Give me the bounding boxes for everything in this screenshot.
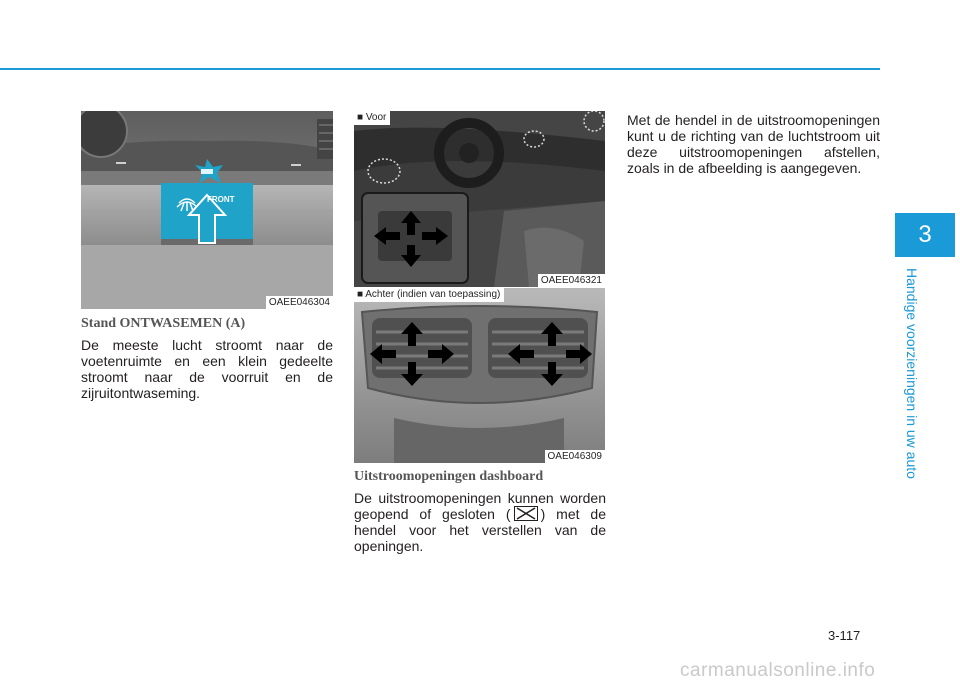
section-body-vents [354, 490, 606, 554]
section-body-defrost: De meeste lucht stroomt naar de voetenruimte en een klein gedeelte stroomt naar de voorruit en de zijruitontwaseming. [81, 337, 333, 401]
vents-text-part2: ) met de hendel voor het verstellen van de openingen. [354, 506, 606, 554]
defrost-panel-illustration [81, 111, 333, 309]
section-body-airflow: Met de hendel in de uitstroomopeningen kunt u de richting van de luchtstroom uit deze uitstroomopeningen afstellen, zoals in de afbeelding is aangegeven. [627, 112, 880, 176]
front-interior-illustration [354, 111, 605, 287]
front-button-text: FRONT [207, 195, 235, 204]
figure-label-rear: ■ Achter (indien van toepassing) [354, 288, 504, 302]
header-rule [0, 68, 880, 70]
chapter-title: Handige voorzieningen in uw auto [904, 268, 920, 479]
page-number: 3-117 [828, 628, 861, 643]
chapter-number-tab: 3 [895, 213, 955, 257]
vent-closed-icon [514, 506, 538, 521]
figure-code: OAEE046304 [266, 296, 333, 309]
figure-front-vents [354, 111, 605, 287]
figure-rear-vents [354, 288, 605, 463]
section-heading-defrost: Stand ONTWASEMEN (A) [81, 316, 246, 331]
figure-defrost-panel [81, 111, 333, 309]
figure-code: OAEE046321 [538, 274, 605, 287]
section-heading-vents: Uitstroomopeningen dashboard [354, 469, 544, 484]
figure-label-front: ■ Voor [354, 111, 390, 125]
vents-text-part1: De uitstroomopeningen kunnen worden geopend of gesloten ( [354, 490, 606, 522]
watermark: carmanualsonline.info [680, 660, 876, 681]
chapter-title-vertical [880, 268, 940, 488]
figure-code: OAE046309 [545, 450, 606, 463]
rear-vents-illustration [354, 288, 605, 463]
